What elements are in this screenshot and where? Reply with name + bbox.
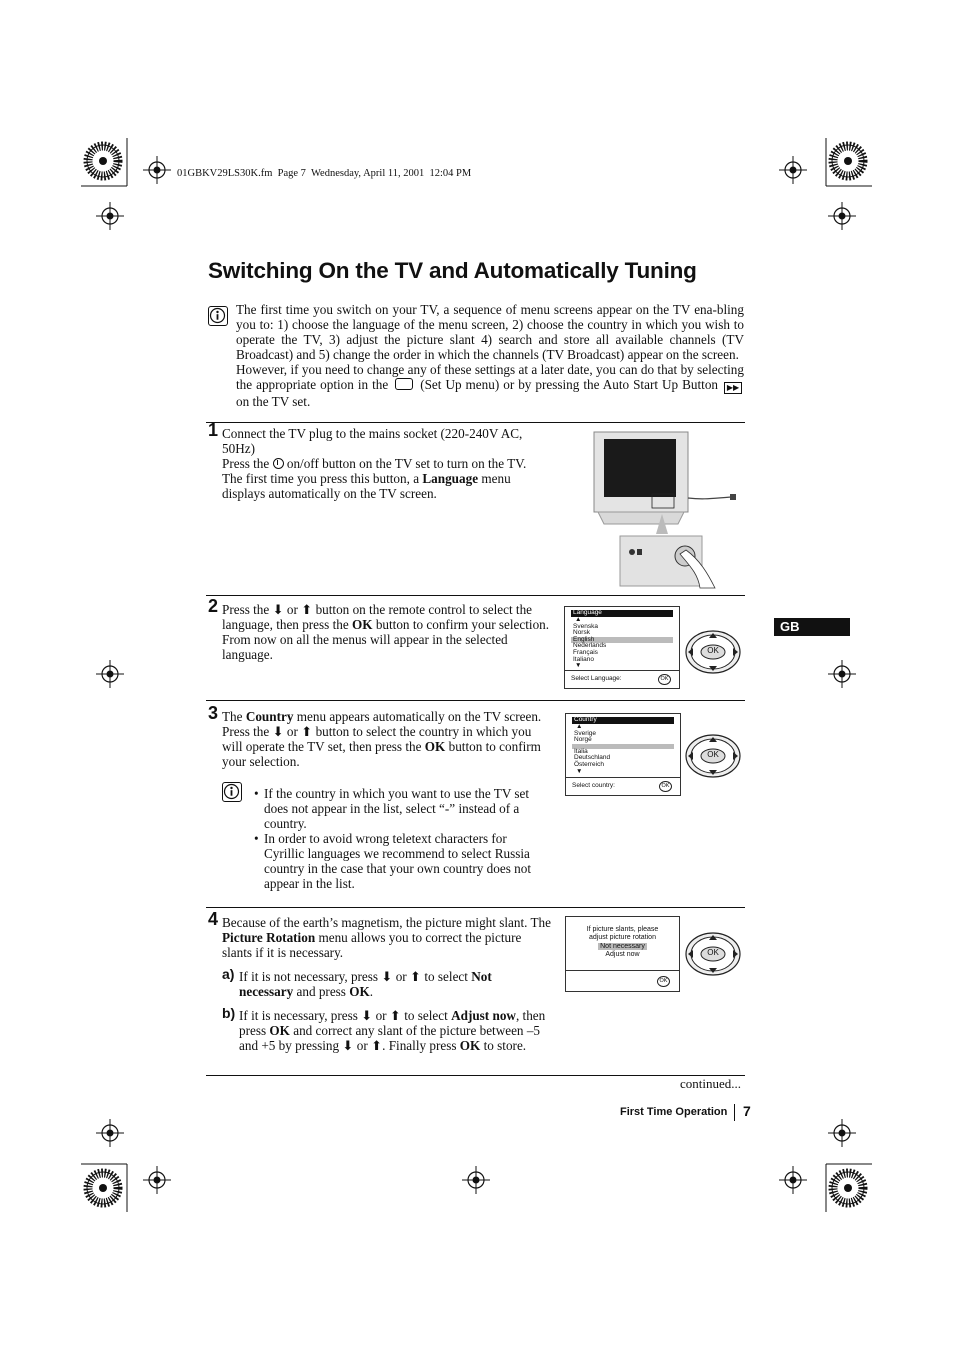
rotation-line-1: If picture slants, please — [586, 926, 659, 933]
step-4-text-b: menu allows you to correct the picture slants if it is necessary. — [222, 930, 522, 960]
remote-ok-label: OK — [707, 948, 719, 957]
step-4a-ok: OK — [349, 984, 370, 999]
step-3-text-d: button to confirm your selection. — [222, 739, 541, 769]
picture-rotation-screen — [565, 916, 680, 992]
scroll-down-icon: ▼ — [576, 767, 583, 775]
step-4a-text-2: to select — [424, 969, 468, 984]
remote-ok-pad — [684, 931, 742, 977]
step-4b-text — [239, 1008, 549, 1053]
step-4b-or: or — [375, 1008, 387, 1023]
arrow-up-icon: ⬆ — [371, 1038, 383, 1053]
step-3-ok: OK — [424, 739, 446, 754]
step-1-line-3a: The first time you press this button, a — [222, 471, 420, 486]
note-1-text: If the country in which you want to use the TV set does not appear in the list, select “-” instead of a country. — [264, 786, 530, 831]
step-3-text-a: The — [222, 709, 243, 724]
rotation-option-selected: Not necessary — [600, 943, 645, 950]
step-4b-text-4: and correct any slant of the picture between –5 and +5 by pressing — [239, 1023, 541, 1053]
scroll-up-icon: ▲ — [576, 723, 583, 730]
step-1-line-3c: menu displays automatically on the TV screen. — [222, 471, 511, 501]
country-item: Norge — [574, 736, 592, 744]
language-item: Norsk — [573, 629, 590, 637]
step-4b-text-6: to store. — [483, 1038, 527, 1053]
language-footer-label: Select Language: — [571, 675, 622, 682]
language-item: Svenska — [573, 622, 598, 630]
step-4b-text-5: . Finally press — [382, 1038, 457, 1053]
step-3-or: or — [286, 724, 298, 739]
step-2-or: or — [286, 602, 298, 617]
rotation-option: Adjust now — [605, 951, 640, 958]
ok-badge: OK — [657, 976, 670, 987]
language-menu-title: Language — [571, 610, 673, 617]
divider — [206, 422, 745, 423]
remote-ok-pad — [684, 733, 742, 779]
arrow-down-icon: ⬇ — [381, 969, 393, 984]
intro-paragraph-1: The first time you switch on your TV, a sequence of menu screens appear on the TV ena-bling you to: 1) choose the language of the menu screen, 2) choose the country in which you wish to operate the TV, 3) adjust the picture slant 4) search and store all available channels (TV Broadcast) and 5) change the order in which the channels (TV Broadcast) appear on the screen. — [236, 302, 744, 362]
remote-ok-label: OK — [707, 750, 719, 759]
arrow-down-icon: ⬇ — [272, 602, 284, 617]
remote-ok-label: OK — [707, 646, 719, 655]
intro-paragraph-2b: (Set Up menu) or by pressing the Auto Start Up Button — [420, 377, 719, 392]
ok-badge: OK — [659, 781, 672, 792]
step-2-text — [222, 602, 552, 662]
country-footer-label: Select country: — [572, 782, 615, 789]
arrow-up-icon: ⬆ — [301, 602, 313, 617]
step-4-picture-rotation: Picture Rotation — [222, 930, 316, 945]
scroll-down-icon: ▼ — [575, 662, 582, 670]
language-item: Nederlands — [573, 642, 607, 650]
step-4-text — [222, 915, 552, 960]
step-4b-ok-2: OK — [459, 1038, 481, 1053]
intro-text — [236, 302, 744, 409]
step-1-line-2a: Press the — [222, 456, 270, 471]
arrow-down-icon: ⬇ — [361, 1008, 373, 1023]
step-4b-ok-1: OK — [269, 1023, 290, 1038]
step-2-text-b: button on the remote control to select the language, then press the — [222, 602, 533, 632]
step-3-country-keyword: Country — [245, 709, 294, 724]
page-title: Switching On the TV and Automatically Tuning — [208, 258, 697, 283]
country-menu-screen — [565, 713, 681, 796]
step-4a-text: If it is not necessary, press ⬇ or ⬆ to select Not necessary and press OK. — [239, 969, 492, 999]
auto-start-icon: ▶▶ — [724, 382, 742, 394]
footer-separator — [734, 1104, 735, 1121]
step-4b-label: b) — [222, 1005, 236, 1021]
language-item: Français — [573, 648, 598, 656]
note-2-text: In order to avoid wrong teletext characters for Cyrillic languages we recommend to select Russia country in the case that your own country does not appear in the list. — [264, 831, 531, 891]
intro-paragraph-2a: However, if you need to change any of these settings at a later date, you can do that by selecting the appropriate option in the — [236, 362, 744, 392]
info-icon — [208, 306, 228, 326]
rotation-line-2: adjust picture rotation — [589, 934, 656, 941]
country-item: Österreich — [574, 760, 604, 768]
arrow-up-icon: ⬆ — [301, 724, 313, 739]
power-icon — [273, 458, 284, 469]
step-2-text-c: button to confirm your selection. From now on all the menus will appear in the selected language. — [222, 617, 550, 662]
scroll-up-icon: ▲ — [575, 616, 582, 623]
step-4-text-a: Because of the earth’s magnetism, the picture might slant. The — [222, 915, 551, 930]
tv-illustration — [590, 428, 750, 598]
arrow-down-icon: ⬇ — [342, 1038, 354, 1053]
step-2-text-a: Press the — [222, 602, 270, 617]
language-item: Italiano — [573, 655, 594, 663]
step-2-number: 2 — [208, 596, 219, 616]
step-4b-text-2: to select — [404, 1008, 448, 1023]
step-4-number: 4 — [208, 909, 219, 929]
step-4b-or-2: or — [356, 1038, 368, 1053]
divider — [206, 907, 745, 908]
country-item: Italia — [574, 747, 588, 755]
remote-ok-pad — [684, 629, 742, 675]
language-tab-gb: GB — [774, 618, 850, 636]
divider — [206, 595, 745, 596]
divider — [206, 1075, 745, 1076]
ok-badge: OK — [658, 674, 671, 685]
note-bullet-1: • If the country in which you want to use the TV set does not appear in the list, select “-” instead of a country. — [254, 786, 530, 831]
step-4a-or: or — [395, 969, 407, 984]
divider — [206, 700, 745, 701]
country-item: Sverige — [574, 729, 597, 737]
page-number: 7 — [743, 1103, 751, 1119]
intro-paragraph-2c: on the TV set. — [236, 394, 311, 409]
arrow-up-icon: ⬆ — [389, 1008, 401, 1023]
step-4a-not-necessary: Not necessary — [239, 969, 492, 999]
arrow-up-icon: ⬆ — [410, 969, 422, 984]
step-3-text-c: button to select the country in which you will operate the TV set, then press the — [222, 724, 532, 754]
language-menu-footer — [565, 670, 679, 688]
step-3-number: 3 — [208, 703, 219, 723]
step-3-text — [222, 709, 552, 769]
step-4b-adjust-now: Adjust now — [451, 1008, 516, 1023]
step-4a-label: a) — [222, 966, 235, 982]
note-bullet-2: • In order to avoid wrong teletext characters for Cyrillic languages we recommend to select Russia country in the case that your own country does not appear in the list. — [254, 831, 531, 891]
language-item-selected: English — [571, 637, 673, 644]
step-1-line-2b: on/off button on the TV set to turn on the TV. — [286, 456, 527, 471]
step-4a-text-3: and press — [296, 984, 346, 999]
step-1-text — [222, 426, 552, 501]
step-4b-text-3: , then press — [239, 1008, 546, 1038]
step-4a-text-1: If it is not necessary, press — [239, 969, 379, 984]
file-header-note: 01GBKV29LS30K.fm Page 7 Wednesday, April 11, 2001 12:04 PM — [177, 168, 472, 179]
step-4b-text-1: If it is necessary, press — [239, 1008, 358, 1023]
step-3-notes — [254, 786, 550, 891]
continued-note: continued... — [680, 1076, 742, 1091]
setup-menu-icon — [395, 378, 413, 390]
language-menu-screen — [564, 606, 680, 689]
arrow-down-icon: ⬇ — [272, 724, 284, 739]
country-item: Deutschland — [574, 754, 611, 762]
country-menu-title: Country — [572, 717, 674, 724]
step-1-number: 1 — [208, 420, 219, 440]
step-3-text-b: menu appears automatically on the TV screen. Press the — [222, 709, 542, 739]
step-2-ok: OK — [352, 617, 373, 632]
info-icon — [222, 782, 242, 802]
step-1-line-1: Connect the TV plug to the mains socket (220-240V AC, 50Hz) — [222, 426, 523, 456]
footer-section-title: First Time Operation — [620, 1106, 728, 1118]
country-menu-footer — [566, 777, 680, 795]
rotation-footer — [566, 970, 679, 991]
step-1-language-keyword: Language — [422, 471, 479, 486]
